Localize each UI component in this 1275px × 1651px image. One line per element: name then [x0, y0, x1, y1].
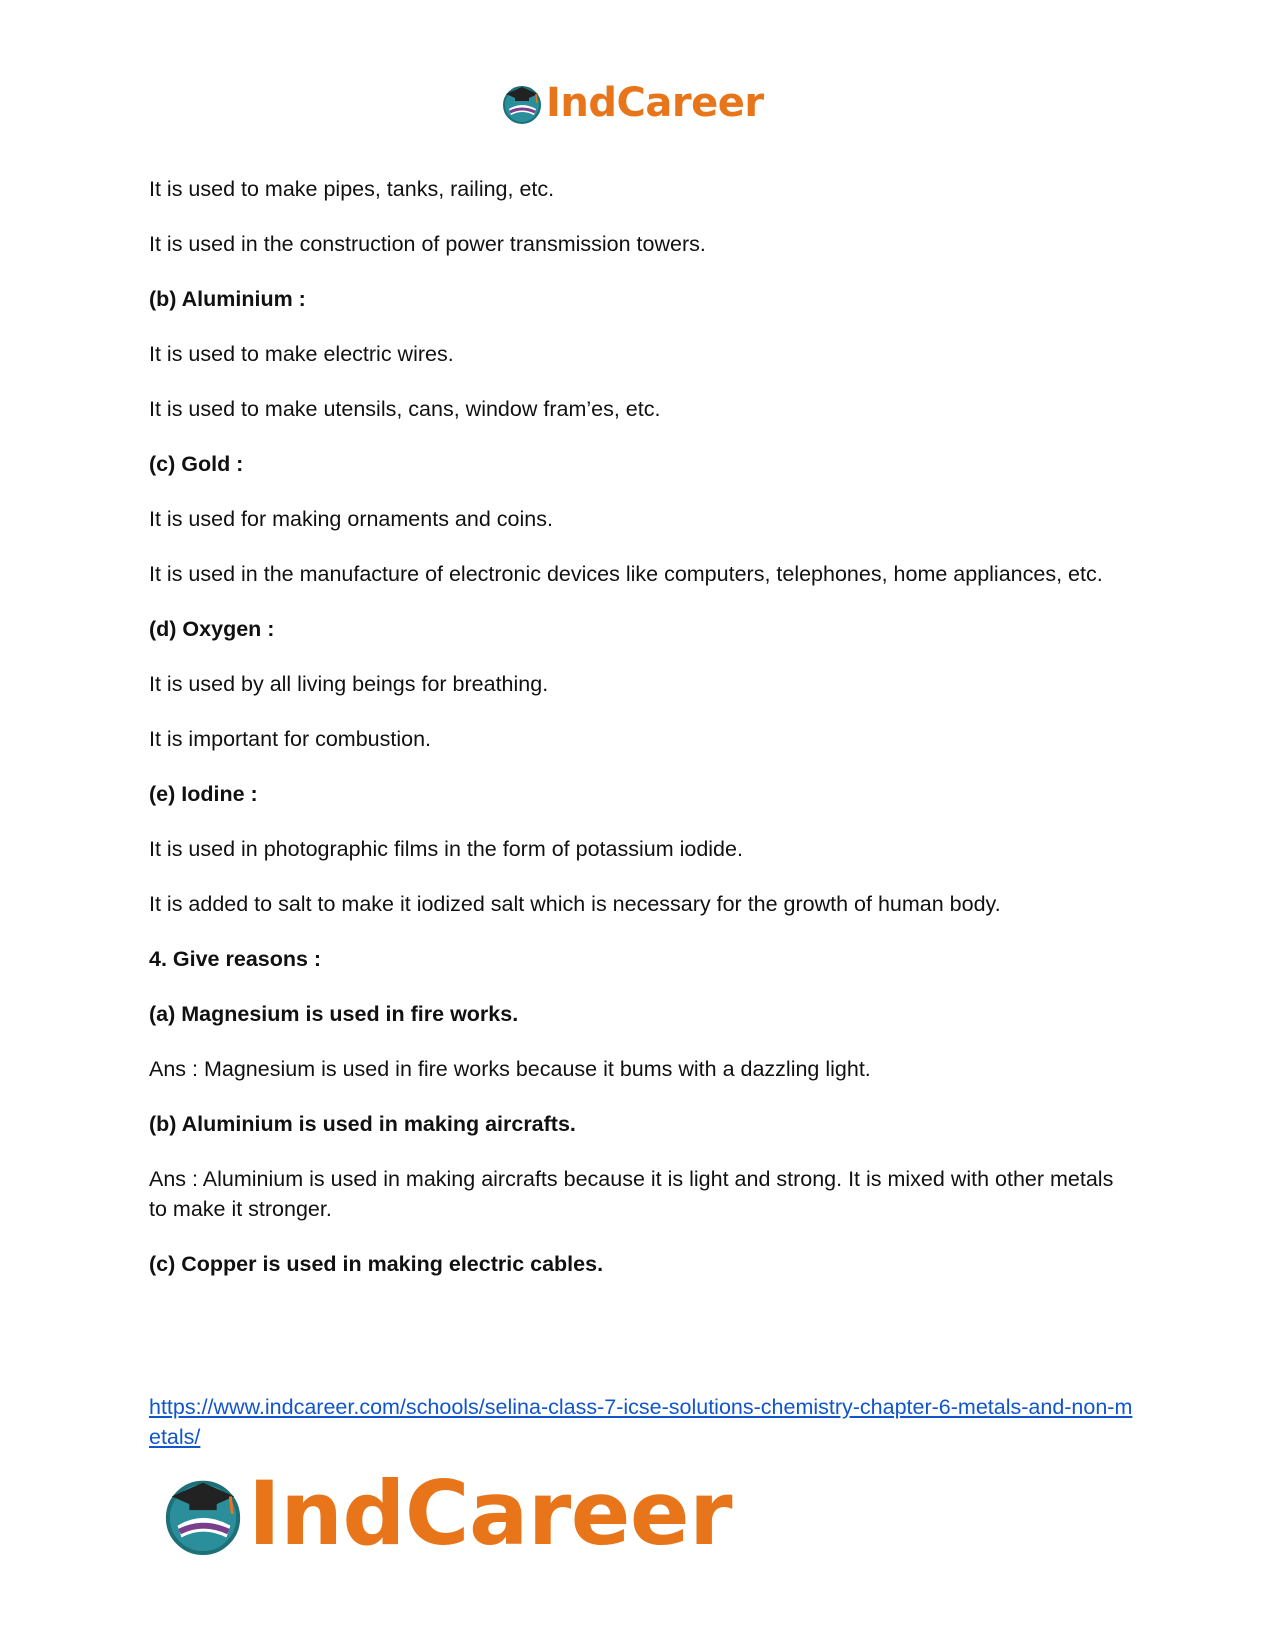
section-heading: 4. Give reasons : [149, 947, 322, 971]
paragraph: It is used in the manufacture of electronic devices like computers, telephones, home appliances, etc. [149, 562, 1103, 586]
question: (b) Aluminium is used in making aircrafts. [149, 1112, 576, 1136]
header-logo [500, 78, 764, 128]
subheading: (e) Iodine : [149, 782, 258, 806]
graduation-globe-icon [500, 81, 544, 125]
header-logo-text: IndCareer [546, 80, 764, 126]
footer-logo-text: IndCareer [248, 1462, 733, 1565]
answer: Ans : Aluminium is used in making aircrafts because it is light and strong. It is mixed with other metals to make it stronger. [149, 1167, 1114, 1221]
footer-logo [160, 1462, 732, 1565]
document-body [149, 174, 1129, 1304]
paragraph: It is used for making ornaments and coins. [149, 507, 553, 531]
question: (a) Magnesium is used in fire works. [149, 1002, 519, 1026]
paragraph: It is used to make electric wires. [149, 342, 454, 366]
paragraph: It is used in the construction of power transmission towers. [149, 232, 706, 256]
paragraph: It is used by all living beings for breathing. [149, 672, 549, 696]
paragraph: It is used in photographic films in the form of potassium iodide. [149, 837, 743, 861]
paragraph: It is used to make utensils, cans, window fram’es, etc. [149, 397, 661, 421]
graduation-globe-icon [160, 1471, 246, 1557]
paragraph: It is important for combustion. [149, 727, 431, 751]
subheading: (d) Oxygen : [149, 617, 275, 641]
question: (c) Copper is used in making electric cables. [149, 1252, 604, 1276]
paragraph: It is used to make pipes, tanks, railing, etc. [149, 177, 555, 201]
source-link[interactable]: https://www.indcareer.com/schools/selina-class-7-icse-solutions-chemistry-chapter-6-metals-and-non-metals/ [149, 1395, 1133, 1449]
answer: Ans : Magnesium is used in fire works because it bums with a dazzling light. [149, 1057, 871, 1081]
paragraph: It is added to salt to make it iodized salt which is necessary for the growth of human body. [149, 892, 1001, 916]
subheading: (b) Aluminium : [149, 287, 306, 311]
subheading: (c) Gold : [149, 452, 244, 476]
